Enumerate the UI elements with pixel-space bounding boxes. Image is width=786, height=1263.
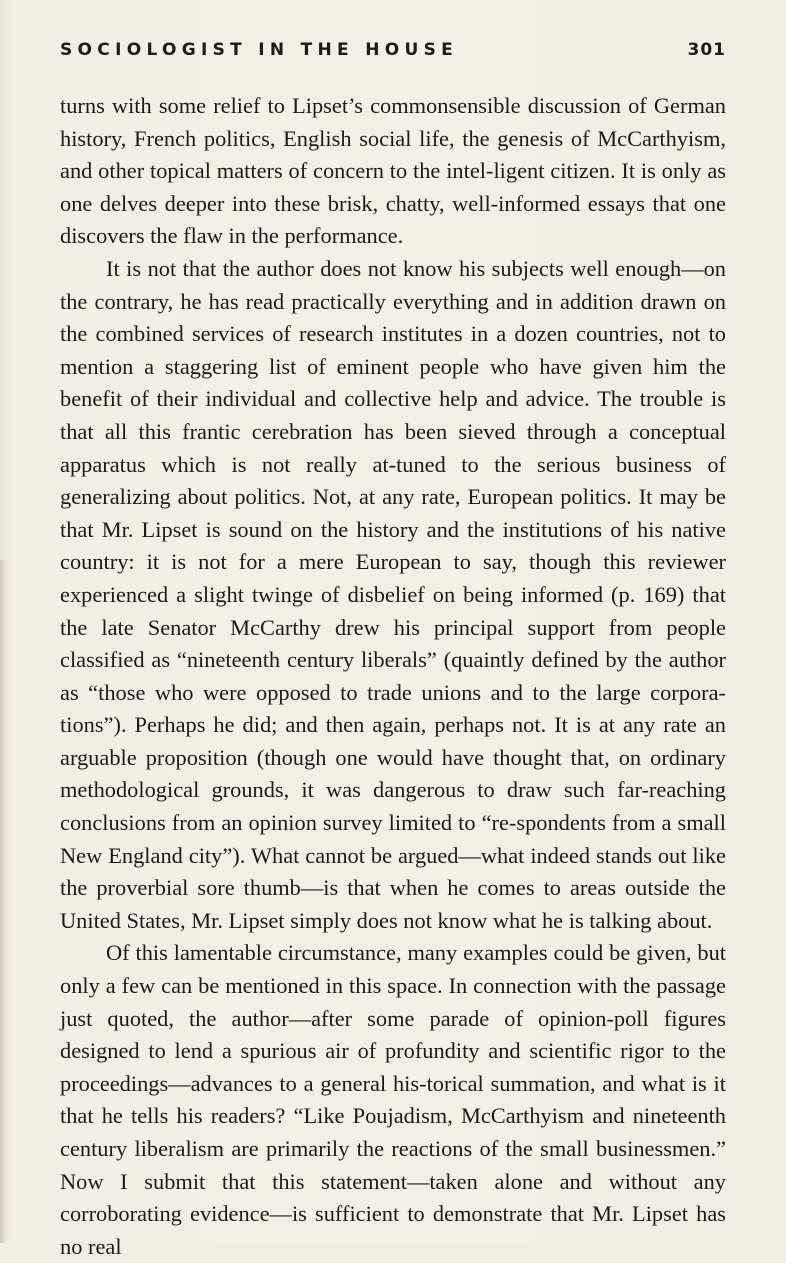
page-header [60,40,726,70]
page-number: 301 [687,40,726,60]
running-head: SOCIOLOGIST IN THE HOUSE [60,40,459,60]
body-text [60,90,726,1263]
paragraph: It is not that the author does not know his subjects well enough—on the contrary, he has read practically everything and in addition drawn on the combined services of research institutes in a dozen countries, not to mention a staggering list of eminent people who have given him the benefit of their individual and collective help and advice. The trouble is that all this frantic cerebration has been sieved through a conceptual apparatus which is not really at-tuned to the serious business of generalizing about politics. Not, at any rate, European politics. It may be that Mr. Lipset is sound on the history and the institutions of his native country: it is not for a mere European to say, though this reviewer experienced a slight twinge of disbelief on being informed (p. 169) that the late Senator McCarthy drew his principal support from people classified as “nineteenth century liberals” (quaintly defined by the author as “those who were opposed to trade unions and to the large corpora-tions”). Perhaps he did; and then again, perhaps not. It is at any rate an arguable proposition (though one would have thought that, on ordinary methodological grounds, it was dangerous to draw such far-reaching conclusions from an opinion survey limited to “re-spondents from a small New England city”). What cannot be argued—what indeed stands out like the proverbial sore thumb—is that when he comes to areas outside the United States, Mr. Lipset simply does not know what he is talking about. [60,255,726,933]
gutter-shadow [0,560,6,1243]
paragraph: turns with some relief to Lipset’s commonsensible discussion of German history, French politics, English social life, the genesis of McCarthyism, and other topical matters of concern to the intel-ligent citizen. It is only as one delves deeper into these brisk, chatty, well-informed essays that one discovers the flaw in the performance. [60,93,726,249]
paragraph: Of this lamentable circumstance, many examples could be given, but only a few can be mentioned in this space. In connection with the passage just quoted, the author—after some parade of opinion-poll figures designed to lend a spurious air of profundity and scientific rigor to the proceedings—advances to a general his-torical summation, and what is it that he tells his readers? “Like Poujadism, McCarthyism and nineteenth century liberalism are primarily the reactions of the small businessmen.” Now I submit that this statement—taken alone and without any corroborating evidence—is sufficient to demonstrate that Mr. Lipset has no real [60,940,726,1259]
